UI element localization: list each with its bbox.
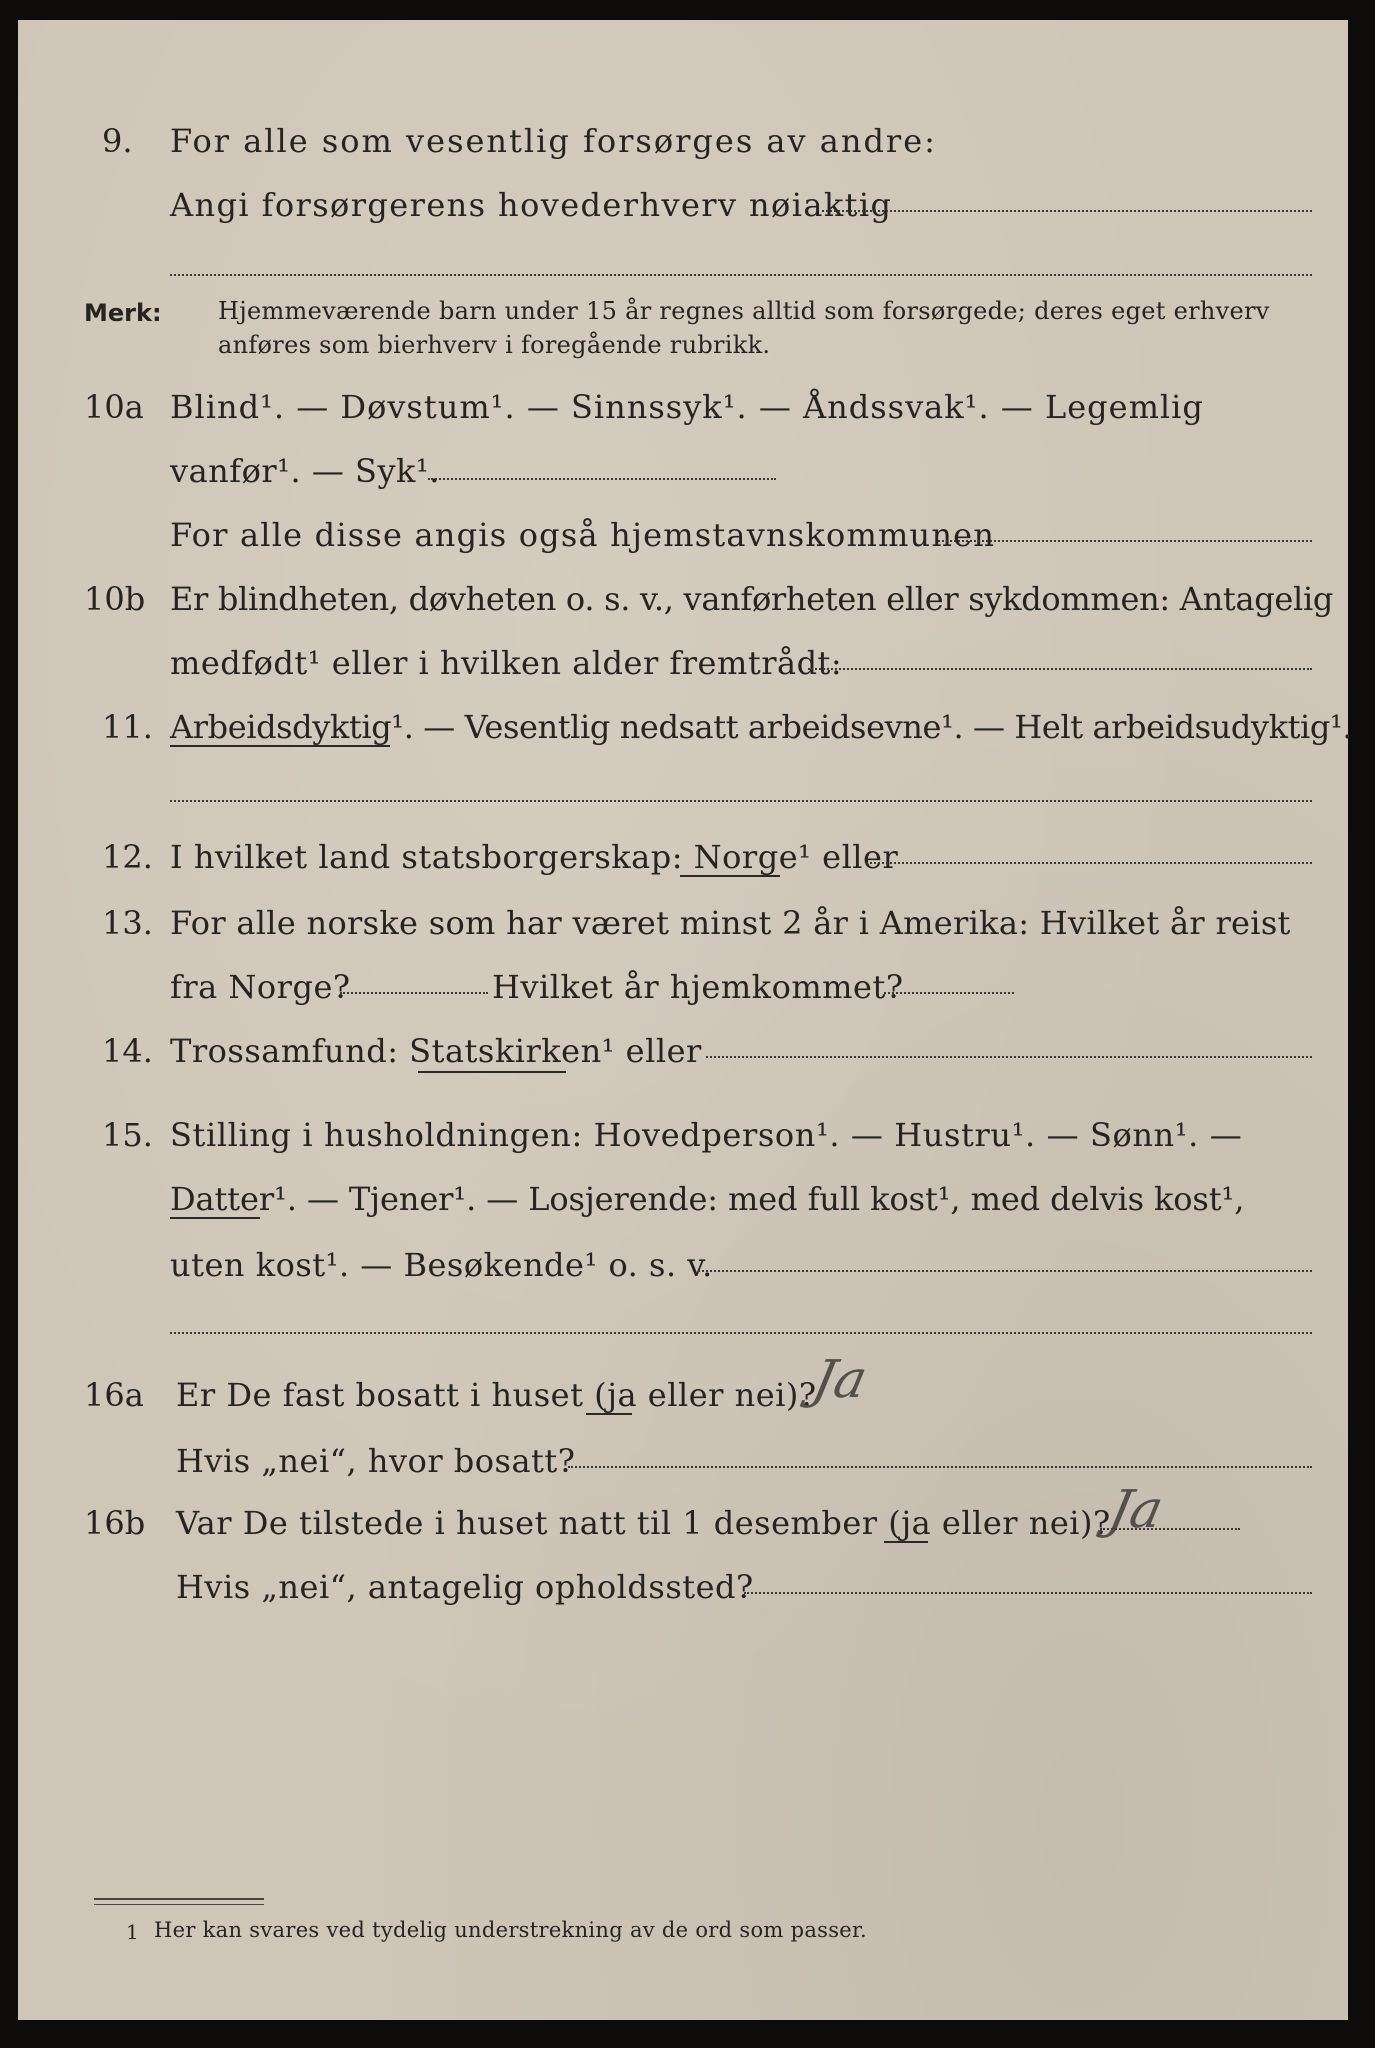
q14-answer-line[interactable] — [706, 1056, 1312, 1058]
q12-answer-underline — [680, 875, 780, 877]
q16a-line1: Er De fast bosatt i huset (ja eller nei)? — [176, 1376, 817, 1414]
q14-number: 14. — [102, 1032, 153, 1070]
q10b-answer-line[interactable] — [808, 668, 1312, 670]
q9-line2: Angi forsørgerens hovederhverv nøiaktig — [170, 186, 893, 224]
q16b-answer-line[interactable] — [1100, 1528, 1240, 1530]
q16a-ja-underline — [586, 1413, 632, 1415]
q16a-number: 16a — [84, 1376, 144, 1414]
q13-line1: For alle norske som har været minst 2 år i Amerika: Hvilket år reist — [170, 904, 1291, 942]
q11-line1: Arbeidsdyktig¹. — Vesentlig nedsatt arbeidsevne¹. — Helt arbeidsudyktig¹. — [170, 708, 1353, 746]
q10a-municipality-line[interactable] — [938, 540, 1312, 542]
q11-answer-underline — [170, 745, 390, 747]
merk-line2: anføres som bierhverv i foregående rubrikk. — [218, 331, 771, 359]
footnote-mark: 1 — [126, 1920, 140, 1944]
q9-answer-line-1[interactable] — [822, 210, 1312, 212]
q10b-line2: medfødt¹ eller i hvilken alder fremtrådt: — [170, 644, 843, 682]
q16a-answer-line[interactable] — [568, 1466, 1312, 1468]
footnote-rule-2 — [94, 1904, 264, 1905]
q15-line3: uten kost¹. — Besøkende¹ o. s. v. — [170, 1246, 713, 1284]
q9-number: 9. — [102, 122, 133, 160]
q15-line1: Stilling i husholdningen: Hovedperson¹. — Hustru¹. — Sønn¹. — — [170, 1116, 1243, 1154]
q16a-line2: Hvis „nei“, hvor bosatt? — [176, 1442, 576, 1480]
merk-line1: Hjemmeværende barn under 15 år regnes alltid som forsørgede; deres eget erhverv — [218, 297, 1270, 325]
q12-line1: I hvilket land statsborgerskap: Norge¹ eller — [170, 838, 899, 876]
q15-line2: Datter¹. — Tjener¹. — Losjerende: med full kost¹, med delvis kost¹, — [170, 1180, 1245, 1218]
q16b-location-line[interactable] — [744, 1592, 1312, 1594]
q14-answer-underline — [418, 1071, 566, 1073]
q16a-handwritten-answer: Ja — [807, 1350, 873, 1410]
q10a-number: 10a — [84, 388, 144, 426]
q13-number: 13. — [102, 904, 153, 942]
q10a-answer-line[interactable] — [428, 478, 776, 480]
q15-answer-line[interactable] — [698, 1270, 1312, 1272]
q10a-line2: vanfør¹. — Syk¹. — [170, 452, 440, 490]
q10b-line1: Er blindheten, døvheten o. s. v., vanførheten eller sykdommen: Antagelig — [170, 580, 1334, 618]
q13-year-returned-line[interactable] — [884, 992, 1014, 994]
q14-line1: Trossamfund: Statskirken¹ eller — [170, 1032, 702, 1070]
q9-line1: For alle som vesentlig forsørges av andre: — [170, 122, 937, 160]
q16b-handwritten-answer: Ja — [1103, 1480, 1169, 1540]
q10a-line1: Blind¹. — Døvstum¹. — Sinnssyk¹. — Åndssvak¹. — Legemlig — [170, 388, 1204, 426]
q11-number: 11. — [102, 708, 153, 746]
q12-answer-line[interactable] — [866, 862, 1312, 864]
q16b-number: 16b — [84, 1504, 146, 1542]
q12-number: 12. — [102, 838, 153, 876]
census-form-page — [18, 20, 1353, 2020]
q13-line2b: Hvilket år hjemkommet? — [492, 968, 904, 1006]
q10b-number: 10b — [84, 580, 146, 618]
q15-answer-underline — [170, 1217, 260, 1219]
q16b-ja-underline — [884, 1541, 928, 1543]
footnote-text: Her kan svares ved tydelig understrekning av de ord som passer. — [154, 1918, 868, 1942]
q13-year-left-line[interactable] — [340, 992, 488, 994]
merk-label: Merk: — [84, 299, 162, 327]
q13-line2a: fra Norge? — [170, 968, 351, 1006]
q9-answer-line-2[interactable] — [170, 274, 1312, 276]
footnote-rule — [94, 1898, 264, 1900]
q15-answer-line-2[interactable] — [170, 1332, 1312, 1334]
q15-number: 15. — [102, 1116, 153, 1154]
q16b-line2: Hvis „nei“, antagelig opholdssted? — [176, 1568, 754, 1606]
q11-answer-line[interactable] — [170, 800, 1312, 802]
q10a-line3: For alle disse angis også hjemstavnskommunen — [170, 516, 996, 554]
q16b-line1: Var De tilstede i huset natt til 1 desember (ja eller nei)? — [176, 1504, 1111, 1542]
